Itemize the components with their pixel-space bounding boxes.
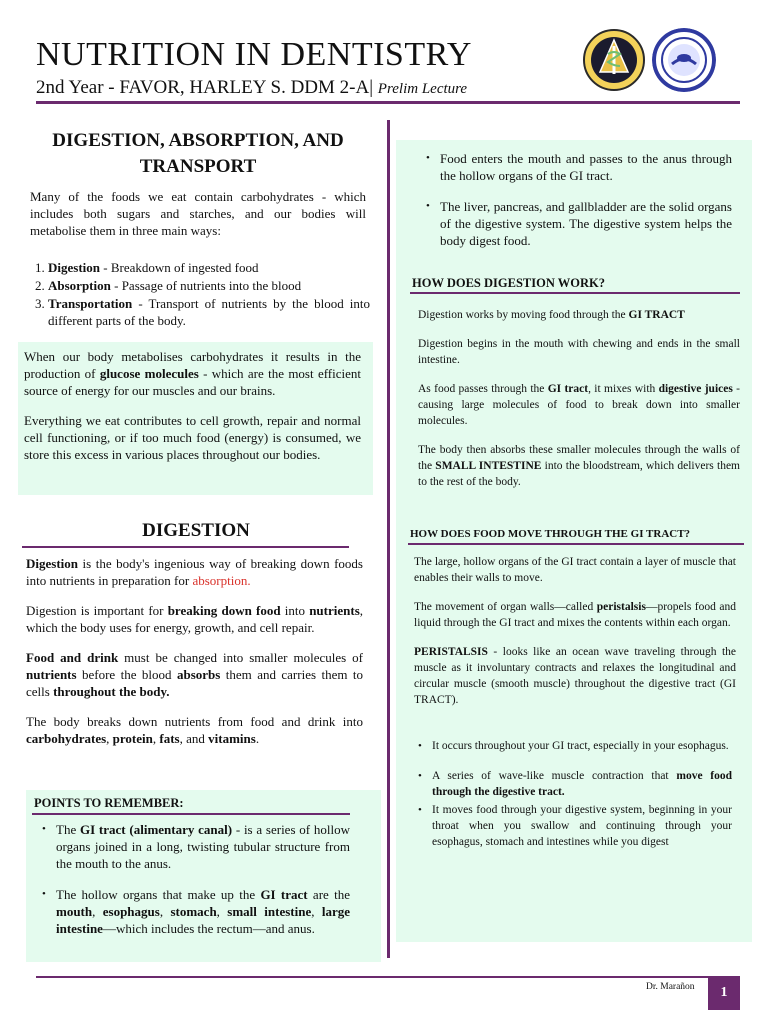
- way-text: - Transport of nutrients by the blood into different parts of the body.: [48, 296, 370, 328]
- metabolism-ways-list: [30, 259, 370, 330]
- text-run: fats: [159, 731, 180, 746]
- work-paragraph-4: [418, 442, 740, 490]
- text-run: GI tract (alimentary canal): [79, 822, 233, 837]
- header-divider: [36, 101, 740, 104]
- text-run: , which the body uses for energy, growth, and cell repair.: [26, 603, 363, 635]
- list-item: [416, 768, 732, 800]
- how-digestion-works-rule: [410, 292, 740, 294]
- text-run: ,: [92, 904, 103, 919]
- way-term: Absorption: [48, 278, 111, 293]
- section-title-digestion-absorption-transport: DIGESTION, ABSORPTION, AND TRANSPORT: [52, 130, 344, 177]
- list-item: • The liver, pancreas, and gallbladder are the solid organs of the digestive system. The digestive system helps the body digest food.: [424, 198, 732, 249]
- text-run: —which includes the rectum—and anus.: [102, 921, 315, 936]
- growth-paragraph: Everything we eat contributes to cell growth, repair and normal cell functioning, or if too much food (energy) is consumed, we store this excess in various places throughout our bodies.: [24, 413, 361, 462]
- text-run: ,: [311, 904, 322, 919]
- text-run: peristalsis: [596, 601, 646, 613]
- text-run: are the: [307, 887, 350, 902]
- text-run: .: [255, 731, 260, 746]
- digestion-paragraph-1: [26, 555, 363, 589]
- subtitle-separator: |: [369, 77, 378, 98]
- text-run: carbohydrates: [26, 731, 107, 746]
- text-run: mouth: [56, 904, 93, 919]
- digestion-paragraph-3: [26, 649, 363, 700]
- text-run: When our body metabolises carbohydrates it results in the production of: [24, 349, 361, 381]
- text-run: The body then absorbs these smaller molecules through the walls of the: [418, 444, 740, 472]
- text-run: Digestion works by moving food through the: [418, 309, 629, 321]
- text-run: esophagus: [102, 904, 160, 919]
- text-run: , it mixes with: [588, 383, 659, 395]
- points-to-remember-list: [40, 821, 350, 951]
- text-run: - causing large molecules of food to break down into smaller molecules.: [418, 383, 740, 427]
- page-header: [36, 36, 576, 101]
- peristalsis-list: [416, 738, 732, 864]
- work-paragraph-1: [418, 307, 740, 323]
- text-run: stomach: [170, 904, 217, 919]
- text-run: - is a series of hollow organs joined in a long, twisting tubular structure from the mouth to the anus.: [56, 822, 350, 871]
- move-paragraph-3: [414, 644, 736, 708]
- digestion-title-rule: [22, 546, 349, 548]
- text-run: protein: [112, 731, 153, 746]
- text-run: Food and drink: [26, 650, 119, 665]
- digestion-paragraph-2: [26, 602, 363, 636]
- way-text: - Passage of nutrients into the blood: [110, 278, 302, 293]
- list-item: [40, 886, 350, 937]
- text-run: - looks like an ocean wave traveling through the muscle as it involuntary contracts and relaxes the longitudinal and circular muscle (smooth muscle) throughout the digestive tract (GI TRACT).: [414, 646, 736, 706]
- text-run: is the body's ingenious way of breaking down foods into nutrients in preparation for: [26, 556, 363, 588]
- text-run: must be changed into smaller molecules of: [118, 650, 363, 665]
- text-run: SMALL INTESTINE: [435, 460, 542, 472]
- text-run: throughout the body.: [53, 684, 170, 699]
- text-run: GI TRACT: [628, 309, 685, 321]
- points-to-remember-heading: POINTS TO REMEMBER:: [34, 796, 184, 810]
- text-run: GI tract: [547, 383, 589, 395]
- text-run: As food passes through the: [418, 383, 548, 395]
- how-digestion-works-text: [418, 307, 740, 503]
- text-run: into the bloodstream, which delivers them to the rest of the body.: [418, 460, 740, 488]
- move-paragraph-1: The large, hollow organs of the GI tract contain a layer of muscle that enables their walls to move.: [414, 556, 736, 584]
- how-food-moves-rule: [408, 543, 744, 545]
- work-paragraph-2: Digestion begins in the mouth with chewing and ends in the small intestine.: [418, 338, 740, 366]
- absorption-highlight: absorption.: [192, 573, 251, 588]
- list-item: [48, 277, 370, 294]
- list-item: • It moves food through your digestive system, beginning in your throat when you swallow and continuing through your esophagus, stomach and intestines while you digest: [416, 802, 732, 850]
- text-run: ,: [159, 904, 171, 919]
- gi-overview-list: [424, 150, 732, 263]
- text-run: into: [280, 603, 310, 618]
- digestion-paragraph-4: [26, 713, 363, 747]
- footer-author: Dr. Marañon: [646, 982, 695, 992]
- text-run: them and carries them to cells: [26, 667, 363, 699]
- text-run: —propels food and liquid through the GI tract and mixes the contents within each organ.: [414, 601, 736, 629]
- column-divider: [387, 120, 390, 958]
- dentistry-seal-icon: [582, 28, 646, 92]
- text-run: ,: [152, 731, 160, 746]
- text-run: move food through the digestive tract.: [432, 770, 732, 798]
- text-run: absorbs: [176, 667, 221, 682]
- text-run: ,: [106, 731, 113, 746]
- text-run: breaking down food: [167, 603, 281, 618]
- move-paragraph-2: [414, 599, 736, 631]
- points-heading-rule: [32, 813, 350, 815]
- text-run: nutrients: [26, 667, 77, 682]
- section-title-digestion: DIGESTION: [142, 520, 250, 541]
- text-run: Digestion is important for: [26, 603, 168, 618]
- text-run: nutrients: [309, 603, 360, 618]
- list-item: [48, 259, 370, 276]
- text-run: large intestine: [56, 904, 351, 936]
- list-item: • It occurs throughout your GI tract, especially in your esophagus.: [416, 738, 732, 754]
- page-title: NUTRITION IN DENTISTRY: [36, 36, 472, 73]
- text-run: vitamins: [208, 731, 256, 746]
- list-item: [48, 295, 370, 329]
- text-run: digestive juices: [658, 383, 733, 395]
- glucose-paragraph: [24, 348, 361, 399]
- footer-divider: [36, 976, 740, 978]
- way-term: Transportation: [48, 296, 133, 311]
- text-run: The movement of organ walls—called: [414, 601, 597, 613]
- how-food-moves-text: [414, 554, 736, 712]
- carbohydrate-info-text: [24, 348, 361, 476]
- text-run: - which are the most efficient source of energy for our muscles and our brains.: [24, 366, 362, 398]
- text-run: A series of wave-like muscle contraction that: [432, 770, 677, 782]
- text-run: The hollow organs that make up the: [56, 887, 261, 902]
- text-run: small intestine: [227, 904, 312, 919]
- list-item: • Food enters the mouth and passes to the anus through the hollow organs of the GI tract.: [424, 150, 732, 184]
- peristalsis-term: PERISTALSIS: [414, 646, 488, 658]
- lecture-label: Prelim Lecture: [377, 81, 468, 97]
- university-seal-icon: [652, 28, 716, 92]
- text-run: The: [56, 822, 80, 837]
- text-run: Digestion: [26, 556, 78, 571]
- glucose-term: glucose molecules: [99, 366, 199, 381]
- way-term: Digestion: [48, 260, 100, 275]
- page-subtitle: [36, 76, 576, 101]
- page-number-badge: 1: [708, 976, 740, 1010]
- how-food-moves-heading: HOW DOES FOOD MOVE THROUGH THE GI TRACT?: [410, 528, 691, 540]
- digestion-text: [26, 555, 363, 760]
- list-item: [40, 821, 350, 872]
- author-line: 2nd Year - FAVOR, HARLEY S. DDM 2-A: [36, 77, 370, 98]
- text-run: The body breaks down nutrients from food and drink into: [26, 714, 363, 729]
- intro-paragraph: Many of the foods we eat contain carbohydrates - which includes both sugars and starches, and our bodies will metabolise them in three main ways:: [30, 189, 366, 238]
- text-run: ,: [216, 904, 228, 919]
- how-digestion-works-heading: HOW DOES DIGESTION WORK?: [412, 276, 605, 290]
- work-paragraph-3: [418, 381, 740, 429]
- text-run: , and: [179, 731, 209, 746]
- text-run: GI tract: [260, 887, 308, 902]
- way-text: - Breakdown of ingested food: [100, 260, 259, 275]
- text-run: before the blood: [76, 667, 177, 682]
